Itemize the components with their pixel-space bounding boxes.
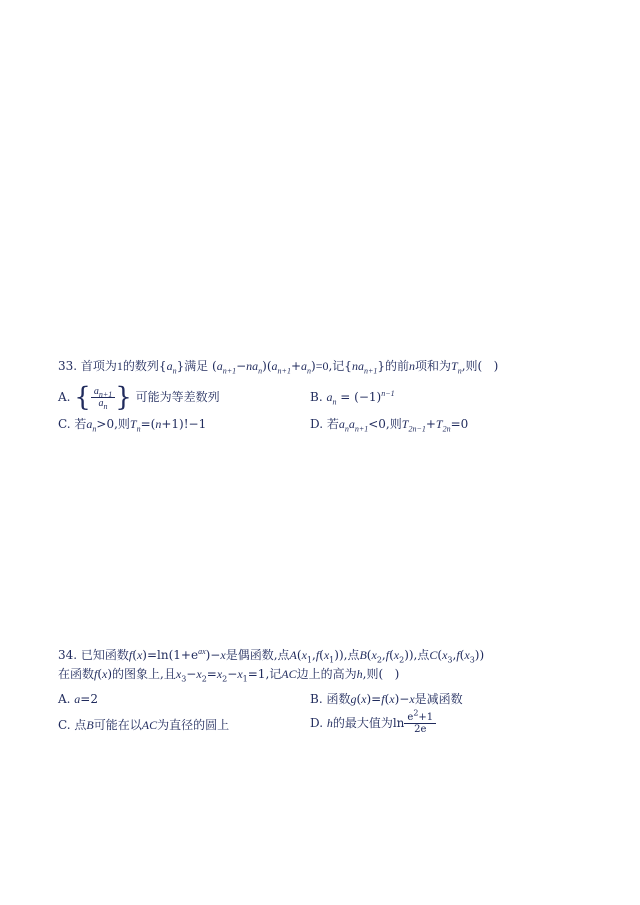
question-33-option-d: D. 若$a_na_{n+1}<0$,则$T_{2n-1}+T_{2n}=0$: [310, 417, 469, 434]
question-34-option-a: A. a=2: [58, 692, 98, 706]
question-33-stem: 33. 首项为1的数列$\{a_n\}$满足 $(a_{n+1}-na_n)(a_{n+1}+a_n)=0$,记$\{na_{n+1}\}$的前n项和为$T_n$,则( ): [58, 359, 499, 376]
question-number: 33.: [58, 359, 78, 373]
question-34-option-c: C. 点B可能在以AC为直径的圆上: [58, 718, 230, 732]
question-34-stem-line1: 34. 已知函数$f(x)=\ln(1+e^{ax})-x$是偶函数,点$A(x_1,f(x_1))$,点$B(x_2,f(x_2))$,点$C(x_3,f(x_3))$: [58, 647, 485, 665]
question-33-option-c: C. 若$a_n>0$,则$T_n=(n+1)!-1$: [58, 417, 207, 434]
question-33-option-b: B. $a_n = (-1)^{n-1}$: [310, 389, 395, 407]
question-34-option-b: B. 函数g(x)=f(x)−x是减函数: [310, 692, 463, 706]
question-34-option-d: D. h的最大值为ln $\frac{e^2+1}{2e}$: [310, 712, 436, 735]
question-34-stem-line2: 在函数f(x)的图象上,且$x_3-x_2=x_2-x_1=1$,记AC边上的高为h,则( ): [58, 667, 400, 684]
question-number: 34.: [58, 648, 78, 662]
question-33-option-a: A. { $\frac{a_{n+1}}{a_n}$ } 可能为等差数列: [58, 382, 220, 413]
